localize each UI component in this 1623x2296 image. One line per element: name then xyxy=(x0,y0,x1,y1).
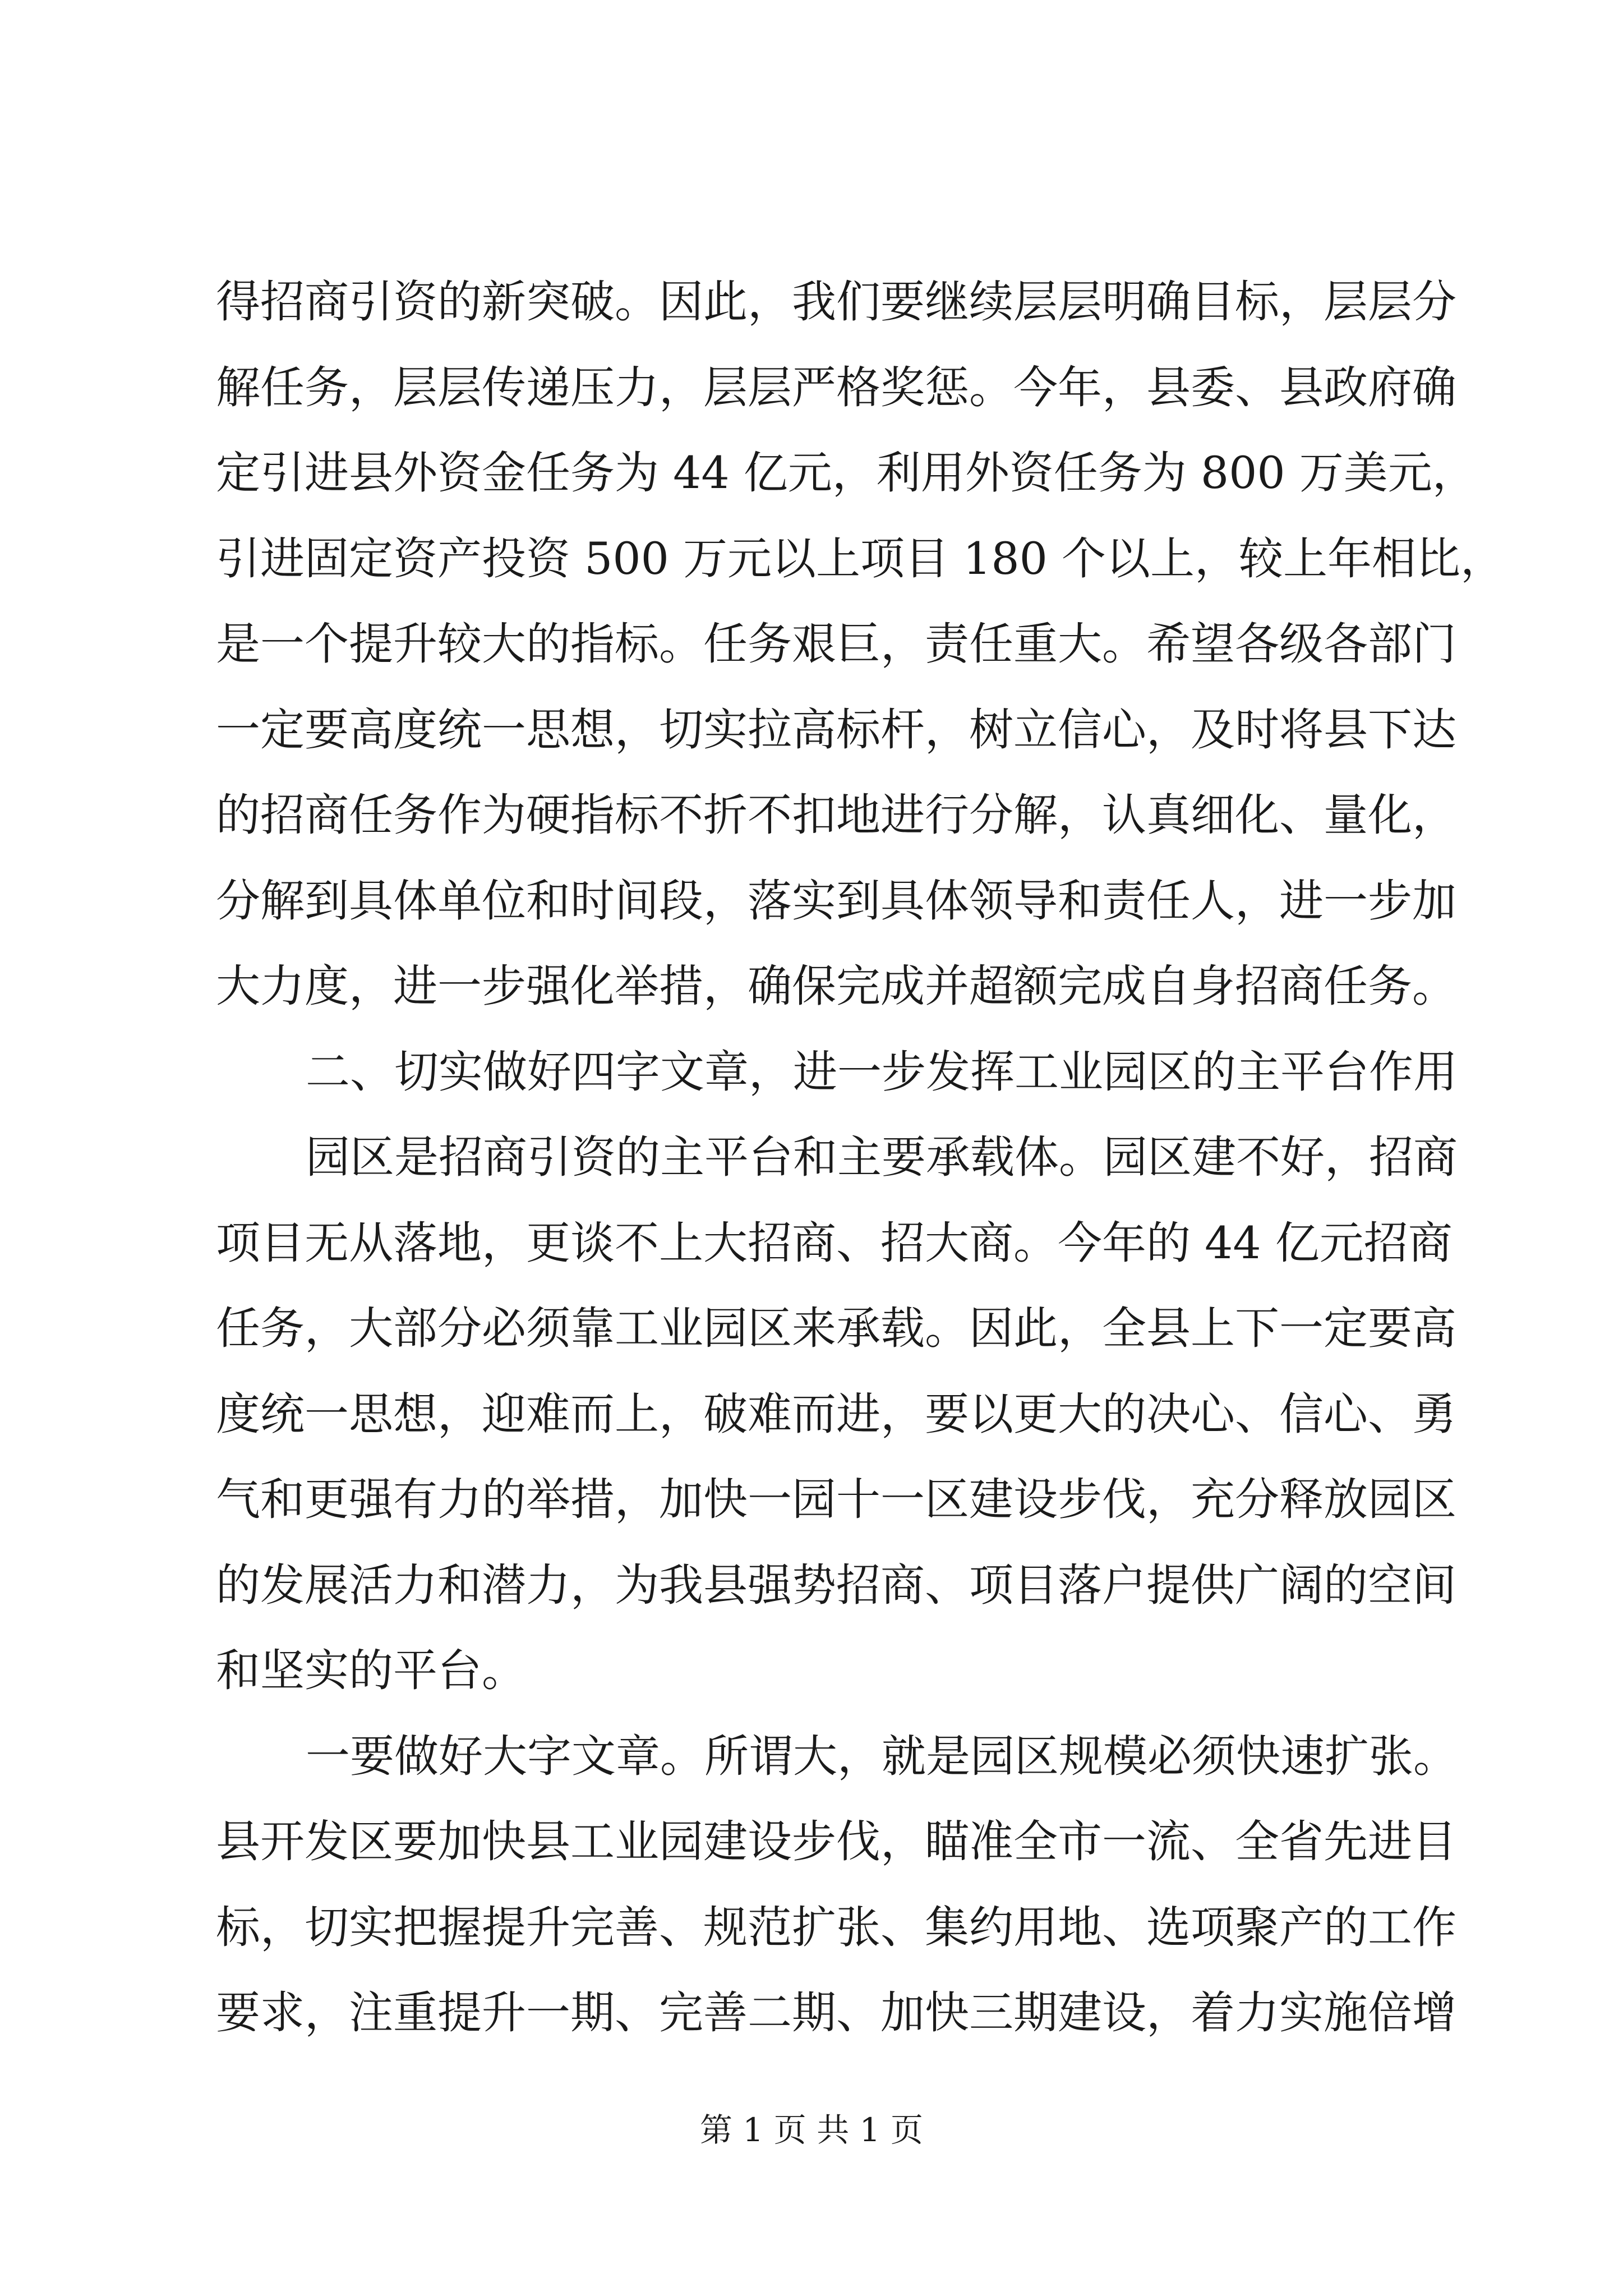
section-heading: 二、切实做好四字文章，进一步发挥工业园区的主平台作用 xyxy=(306,1046,1458,1098)
text-line: 园区是招商引资的主平台和主要承载体。园区建不好，招商 xyxy=(306,1131,1458,1183)
text-line: 的招商任务作为硬指标不折不扣地进行分解，认真细化、量化， xyxy=(216,789,1456,841)
text-line: 和坚实的平台。 xyxy=(216,1645,526,1696)
text-line: 定引进县外资金任务为 44 亿元，利用外资任务为 800 万美元， xyxy=(216,447,1477,499)
text-line: 项目无从落地，更谈不上大招商、招大商。今年的 44 亿元招商 xyxy=(216,1217,1453,1269)
text-line: 标，切实把握提升完善、规范扩张、集约用地、选项聚产的工作 xyxy=(216,1901,1456,1953)
document-body xyxy=(216,259,1505,2056)
text-line: 度统一思想，迎难而上，破难而进，要以更大的决心、信心、勇 xyxy=(216,1388,1456,1440)
text-line: 引进固定资产投资 500 万元以上项目 180 个以上，较上年相比， xyxy=(216,532,1505,585)
text-line: 解任务，层层传递压力，层层严格奖惩。今年，县委、县政府确 xyxy=(216,361,1456,413)
text-line: 县开发区要加快县工业园建设步伐，瞄准全市一流、全省先进目 xyxy=(216,1816,1456,1867)
text-line: 的发展活力和潜力，为我县强势招商、项目落户提供广阔的空间 xyxy=(216,1559,1456,1611)
text-line: 要求，注重提升一期、完善二期、加快三期建设，着力实施倍增 xyxy=(216,1987,1456,2039)
text-line: 一定要高度统一思想，切实拉高标杆，树立信心，及时将县下达 xyxy=(216,703,1456,756)
text-line: 是一个提升较大的指标。任务艰巨，责任重大。希望各级各部门 xyxy=(216,618,1456,670)
text-line: 气和更强有力的举措，加快一园十一区建设步伐，充分释放园区 xyxy=(216,1474,1456,1525)
text-line: 任务，大部分必须靠工业园区来承载。因此，全县上下一定要高 xyxy=(216,1303,1456,1354)
text-line: 分解到具体单位和时间段，落实到具体领导和责任人，进一步加 xyxy=(216,875,1456,927)
page-footer: 第 1 页 共 1 页 xyxy=(700,2111,923,2149)
text-line: 一要做好大字文章。所谓大，就是园区规模必须快速扩张。 xyxy=(306,1730,1458,1782)
text-line: 得招商引资的新突破。因此，我们要继续层层明确目标，层层分 xyxy=(216,276,1456,328)
text-line: 大力度，进一步强化举措，确保完成并超额完成自身招商任务。 xyxy=(216,960,1456,1012)
